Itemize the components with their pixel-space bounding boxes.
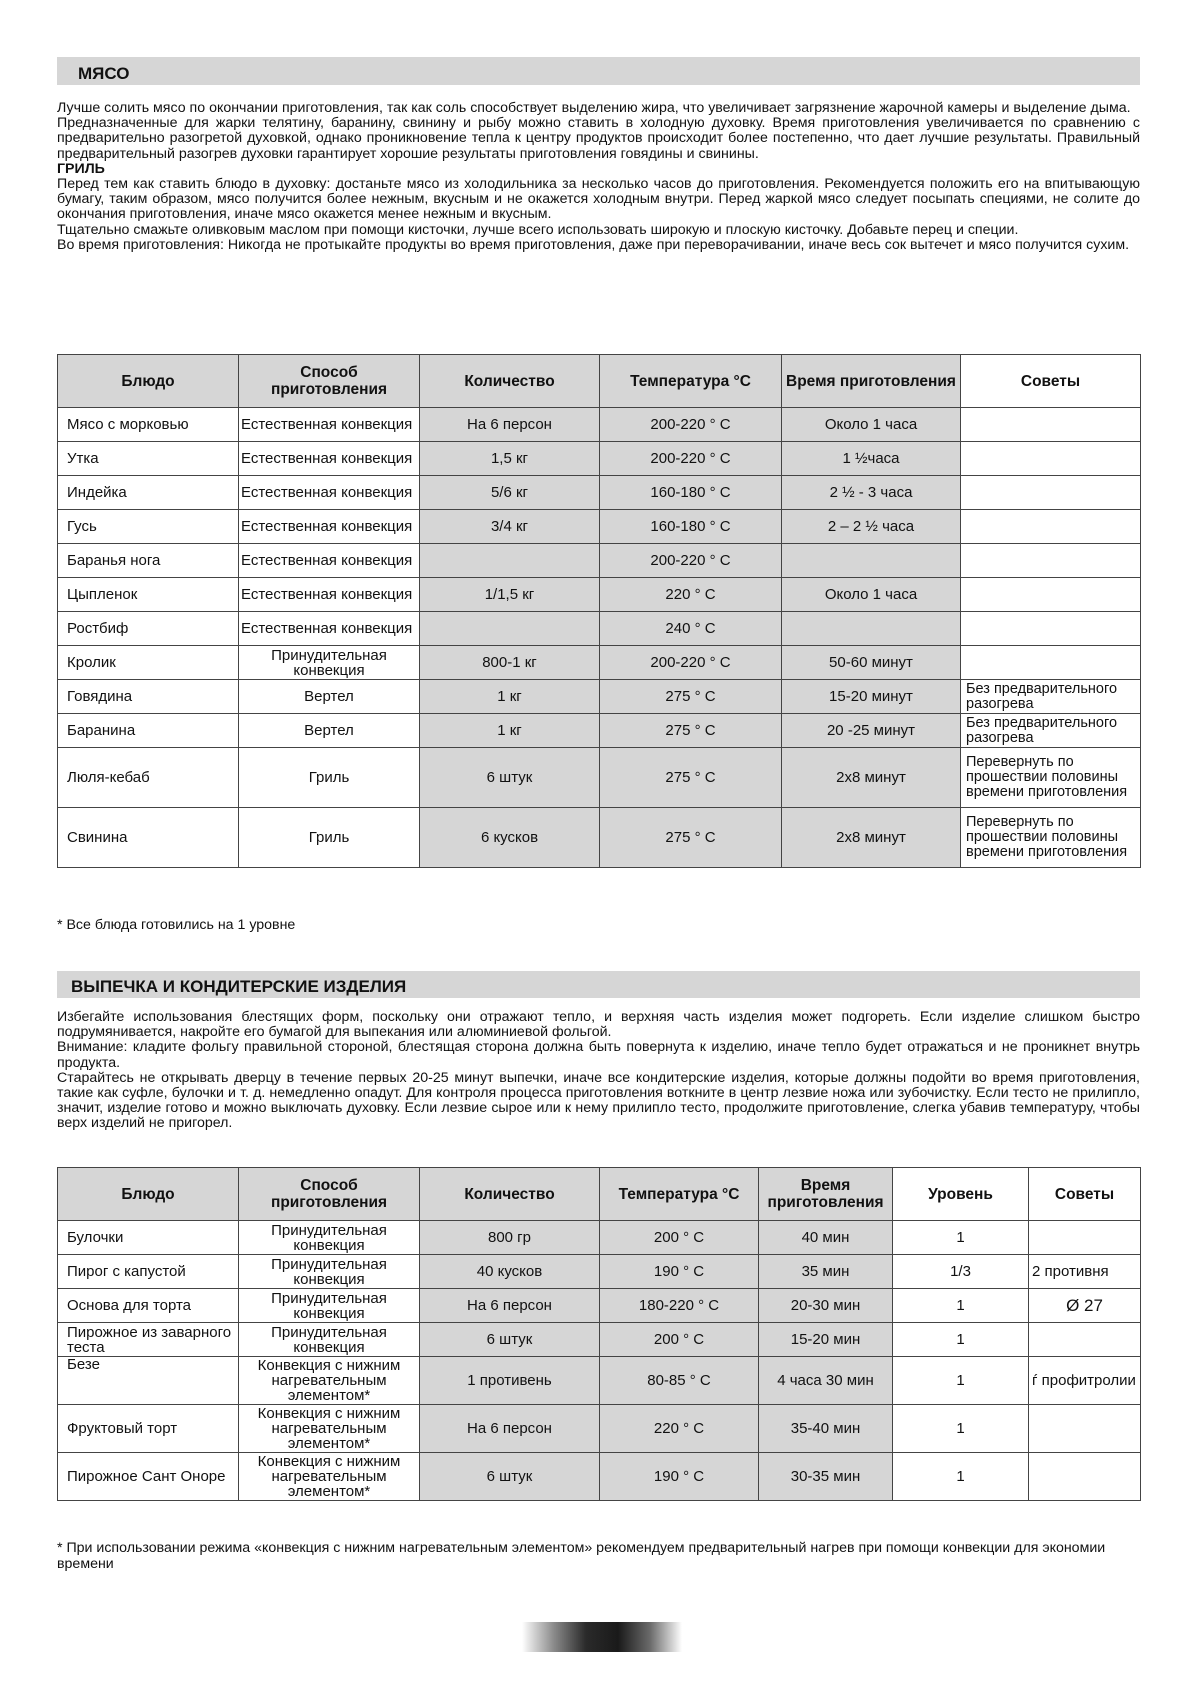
table-cell <box>961 510 1141 544</box>
table-cell <box>961 646 1141 680</box>
table-cell: Без предварительного разогрева <box>961 714 1141 748</box>
meat-cooking-table <box>57 354 1141 868</box>
table-cell: 180-220 ° C <box>600 1289 759 1323</box>
table-cell: 1 кг <box>420 714 600 748</box>
table-cell: Естественная конвекция <box>239 442 420 476</box>
table-row <box>58 1405 1141 1453</box>
table-cell: 2 – 2 ½ часа <box>782 510 961 544</box>
page-number-bar <box>522 1622 682 1652</box>
table-row <box>58 1453 1141 1501</box>
table-cell: Говядина <box>58 680 239 714</box>
pastry-intro <box>57 1010 1140 1132</box>
table-cell: 1 кг <box>420 680 600 714</box>
table-cell: 6 кусков <box>420 808 600 868</box>
header-quantity: Количество <box>420 1168 600 1221</box>
pastry-cooking-table <box>57 1167 1141 1501</box>
table-cell: 15-20 мин <box>759 1323 893 1357</box>
header-tips: Советы <box>1029 1168 1141 1221</box>
table-cell: Пирожное из заварного теста <box>58 1323 239 1357</box>
header-level: Уровень <box>893 1168 1029 1221</box>
table-cell: 6 штук <box>420 1323 600 1357</box>
table-cell: 40 мин <box>759 1221 893 1255</box>
table-cell: 6 штук <box>420 1453 600 1501</box>
table-cell: На 6 персон <box>420 408 600 442</box>
table-row <box>58 408 1141 442</box>
table-cell: Конвекция с нижним нагревательным элементом* <box>239 1405 420 1453</box>
header-time: Время приготовления <box>759 1168 893 1221</box>
table-cell: 800-1 кг <box>420 646 600 680</box>
table-cell: Около 1 часа <box>782 578 961 612</box>
table-cell: Пирог с капустой <box>58 1255 239 1289</box>
table-cell: Принудительная конвекция <box>239 1323 420 1357</box>
table-cell: Без предварительного разогрева <box>961 680 1141 714</box>
table-cell: Естественная конвекция <box>239 476 420 510</box>
table-cell: Баранина <box>58 714 239 748</box>
table-cell: Принудительная конвекция <box>239 1221 420 1255</box>
paragraph: Тщательно смажьте оливковым маслом при помощи кисточки, лучше всего использовать широкую и плоскую кисточку. Добавьте перец и специи. <box>57 221 1019 238</box>
table-cell: Около 1 часа <box>782 408 961 442</box>
table-cell: 2 противня <box>1029 1255 1141 1289</box>
table-row <box>58 578 1141 612</box>
table-cell: Ø 27 <box>1029 1289 1141 1323</box>
table-cell: 200-220 ° C <box>600 408 782 442</box>
table-cell: 200-220 ° C <box>600 544 782 578</box>
table-cell: Естественная конвекция <box>239 578 420 612</box>
table-cell <box>1029 1323 1141 1357</box>
meat-footnote: * Все блюда готовились на 1 уровне <box>57 917 296 933</box>
paragraph: Во время приготовления: Никогда не протыкайте продукты во время приготовления, даже при переворачивании, иначе весь сок вытечет и мясо получится сухим. <box>57 236 1130 253</box>
table-cell: 275 ° C <box>600 748 782 808</box>
table-cell: 35 мин <box>759 1255 893 1289</box>
table-cell: Вертел <box>239 714 420 748</box>
table-row <box>58 714 1141 748</box>
table-cell: 80-85 ° C <box>600 1357 759 1405</box>
meat-intro <box>57 101 1140 253</box>
table-cell: 1,5 кг <box>420 442 600 476</box>
table-cell: 2x8 минут <box>782 748 961 808</box>
table-cell: 1/1,5 кг <box>420 578 600 612</box>
table-cell: 15-20 минут <box>782 680 961 714</box>
table-cell: 160-180 ° C <box>600 510 782 544</box>
subheading-grill: ГРИЛЬ <box>57 160 105 177</box>
table-row <box>58 1255 1141 1289</box>
table-cell: Принудительная конвекция <box>239 1255 420 1289</box>
table-cell: Баранья нога <box>58 544 239 578</box>
table-cell <box>961 442 1141 476</box>
table-cell: Гриль <box>239 748 420 808</box>
table-cell: На 6 персон <box>420 1289 600 1323</box>
paragraph: Внимание: кладите фольгу правильной стороной, блестящая сторона должна быть повернута к изделию, иначе тепло будет отражаться и не проникнет внутрь продукта. <box>57 1039 1140 1071</box>
table-cell: 190 ° C <box>600 1453 759 1501</box>
table-cell: 1 <box>893 1289 1029 1323</box>
table-row <box>58 1221 1141 1255</box>
table-cell: 40 кусков <box>420 1255 600 1289</box>
table-cell <box>782 612 961 646</box>
table-cell <box>961 578 1141 612</box>
table-cell: Безе <box>58 1357 239 1405</box>
table-cell <box>420 612 600 646</box>
table-cell <box>961 544 1141 578</box>
table-cell <box>1029 1221 1141 1255</box>
table-row <box>58 1357 1141 1405</box>
table-cell: 1 <box>893 1405 1029 1453</box>
table-cell: 20-30 мин <box>759 1289 893 1323</box>
table-cell: Конвекция с нижним нагревательным элементом* <box>239 1453 420 1501</box>
table-cell: 1 <box>893 1221 1029 1255</box>
paragraph: Лучше солить мясо по окончании приготовления, так как соль способствует выделению жира, что увеличивает загрязнение жарочной камеры и выделение дыма. <box>57 100 1131 116</box>
table-row <box>58 544 1141 578</box>
table-cell: Индейка <box>58 476 239 510</box>
table-cell: Естественная конвекция <box>239 544 420 578</box>
table-cell: Принудительная конвекция <box>239 1289 420 1323</box>
table-cell: Мясо с морковью <box>58 408 239 442</box>
paragraph: Избегайте использования блестящих форм, поскольку они отражают тепло, и верхняя часть изделия может подгореть. Если изделие слишком быстро подрумянивается, накройте его бумагой для выпекания или алюминиевой фольгой. <box>57 1009 1140 1041</box>
table-cell: 1 <box>893 1453 1029 1501</box>
table-cell: 200-220 ° C <box>600 442 782 476</box>
table-cell: 20 -25 минут <box>782 714 961 748</box>
table-cell: 160-180 ° C <box>600 476 782 510</box>
header-method: Способ приготовления <box>239 355 420 408</box>
table-cell <box>1029 1405 1141 1453</box>
table-cell: Гриль <box>239 808 420 868</box>
section-title: ВЫПЕЧКА И КОНДИТЕРСКИЕ ИЗДЕЛИЯ <box>71 977 407 996</box>
table-cell: 6 штук <box>420 748 600 808</box>
table-row <box>58 748 1141 808</box>
paragraph: Перед тем как ставить блюдо в духовку: достаньте мясо из холодильника за несколько часов до приготовления. Рекомендуется положить его на впитывающую бумагу, таким образом, мясо получится более нежным, вкусным и не окажется холодным внутри. Перед жаркой мясо следует посыпать специями, не солите до окончания приготовления, иначе мясо окажется менее нежным и вкусным. <box>57 176 1140 223</box>
table-cell: 1 <box>893 1357 1029 1405</box>
table-row <box>58 646 1141 680</box>
table-cell: Конвекция с нижним нагревательным элементом* <box>239 1357 420 1405</box>
table-cell: Свинина <box>58 808 239 868</box>
table-cell: Естественная конвекция <box>239 612 420 646</box>
table-cell: 4 часа 30 мин <box>759 1357 893 1405</box>
table-cell: Вертел <box>239 680 420 714</box>
table-cell: 35-40 мин <box>759 1405 893 1453</box>
table-cell: Фруктовый торт <box>58 1405 239 1453</box>
table-cell: Пирожное Сант Оноре <box>58 1453 239 1501</box>
table-cell: Перевернуть по прошествии половины времени приготовления <box>961 808 1141 868</box>
table-cell: Естественная конвекция <box>239 510 420 544</box>
table-row <box>58 1323 1141 1357</box>
header-dish: Блюдо <box>58 1168 239 1221</box>
table-cell: 3/4 кг <box>420 510 600 544</box>
table-cell: Гусь <box>58 510 239 544</box>
header-temperature: Температура °C <box>600 355 782 408</box>
paragraph: Предназначенные для жарки телятину, баранину, свинину и рыбу можно ставить в холодную духовку. Время приготовления увеличивается по сравнению с предварительно разогретой духовкой, однако проникновение тепла к центру продуктов происходит более постепенно, что дает лучшие результаты. Правильный предварительный разогрев духовки гарантирует хорошие результаты приготовления говядины и свинины. <box>57 115 1140 162</box>
header-tips: Советы <box>961 355 1141 408</box>
header-time: Время приготовления <box>782 355 961 408</box>
table-row <box>58 1289 1141 1323</box>
table-row <box>58 808 1141 868</box>
table-cell: 5/6 кг <box>420 476 600 510</box>
table-cell <box>782 544 961 578</box>
table-row <box>58 680 1141 714</box>
table-cell: 1 ½часа <box>782 442 961 476</box>
table-cell: Цыпленок <box>58 578 239 612</box>
table-row <box>58 476 1141 510</box>
table-cell: Утка <box>58 442 239 476</box>
table-cell <box>420 544 600 578</box>
table-cell: 800 гр <box>420 1221 600 1255</box>
table-cell: 200 ° C <box>600 1221 759 1255</box>
table-row <box>58 612 1141 646</box>
table-cell: Перевернуть по прошествии половины времени приготовления <box>961 748 1141 808</box>
header-quantity: Количество <box>420 355 600 408</box>
table-cell: 50-60 минут <box>782 646 961 680</box>
header-temperature: Температура °C <box>600 1168 759 1221</box>
pastry-footnote: * При использовании режима «конвекция с нижним нагревательным элементом» рекомендуем предварительный нагрев при помощи конвекции для экономии времени <box>57 1540 1106 1572</box>
table-cell: Люля-кебаб <box>58 748 239 808</box>
table-row <box>58 442 1141 476</box>
table-cell: 200-220 ° C <box>600 646 782 680</box>
table-cell: Естественная конвекция <box>239 408 420 442</box>
table-cell: Основа для торта <box>58 1289 239 1323</box>
table-cell: 2x8 минут <box>782 808 961 868</box>
table-cell: 30-35 мин <box>759 1453 893 1501</box>
section-header-pastry <box>57 971 1140 998</box>
table-row <box>58 510 1141 544</box>
table-cell <box>961 612 1141 646</box>
table-cell: 2 ½ - 3 часа <box>782 476 961 510</box>
paragraph: Старайтесь не открывать дверцу в течение первых 20-25 минут выпечки, иначе все кондитерские изделия, которые должны подойти во время приготовления, такие как суфле, булочки и т. д. немедленно опадут. Для контроля процесса приготовления воткните в центр лезвие ножа или зубочистку. Если тесто не прилипло, значит, изделие готово и можно выключать духовку. Если лезвие сырое или к нему прилипло тесто, продолжите приготовление, слегка убавив температуру, чтобы верх изделий не пригорел. <box>57 1069 1140 1132</box>
table-cell: 190 ° C <box>600 1255 759 1289</box>
table-cell: Булочки <box>58 1221 239 1255</box>
table-cell: 220 ° C <box>600 1405 759 1453</box>
table-cell: На 6 персон <box>420 1405 600 1453</box>
section-title: МЯСО <box>78 64 130 83</box>
table-cell: 240 ° C <box>600 612 782 646</box>
table-cell: 1/3 <box>893 1255 1029 1289</box>
table-cell: 275 ° C <box>600 714 782 748</box>
section-header-meat <box>57 57 1140 85</box>
table-cell: 200 ° C <box>600 1323 759 1357</box>
table-cell: 1 противень <box>420 1357 600 1405</box>
table-cell: ѓ профитролии <box>1029 1357 1141 1405</box>
table-cell: Ростбиф <box>58 612 239 646</box>
table-cell: Кролик <box>58 646 239 680</box>
table-cell: 275 ° C <box>600 680 782 714</box>
table-cell <box>961 476 1141 510</box>
table-cell <box>961 408 1141 442</box>
header-method: Способ приготовления <box>239 1168 420 1221</box>
header-dish: Блюдо <box>58 355 239 408</box>
table-cell: 1 <box>893 1323 1029 1357</box>
table-cell: Принудительная конвекция <box>239 646 420 680</box>
table-cell: 275 ° C <box>600 808 782 868</box>
table-cell <box>1029 1453 1141 1501</box>
table-cell: 220 ° C <box>600 578 782 612</box>
